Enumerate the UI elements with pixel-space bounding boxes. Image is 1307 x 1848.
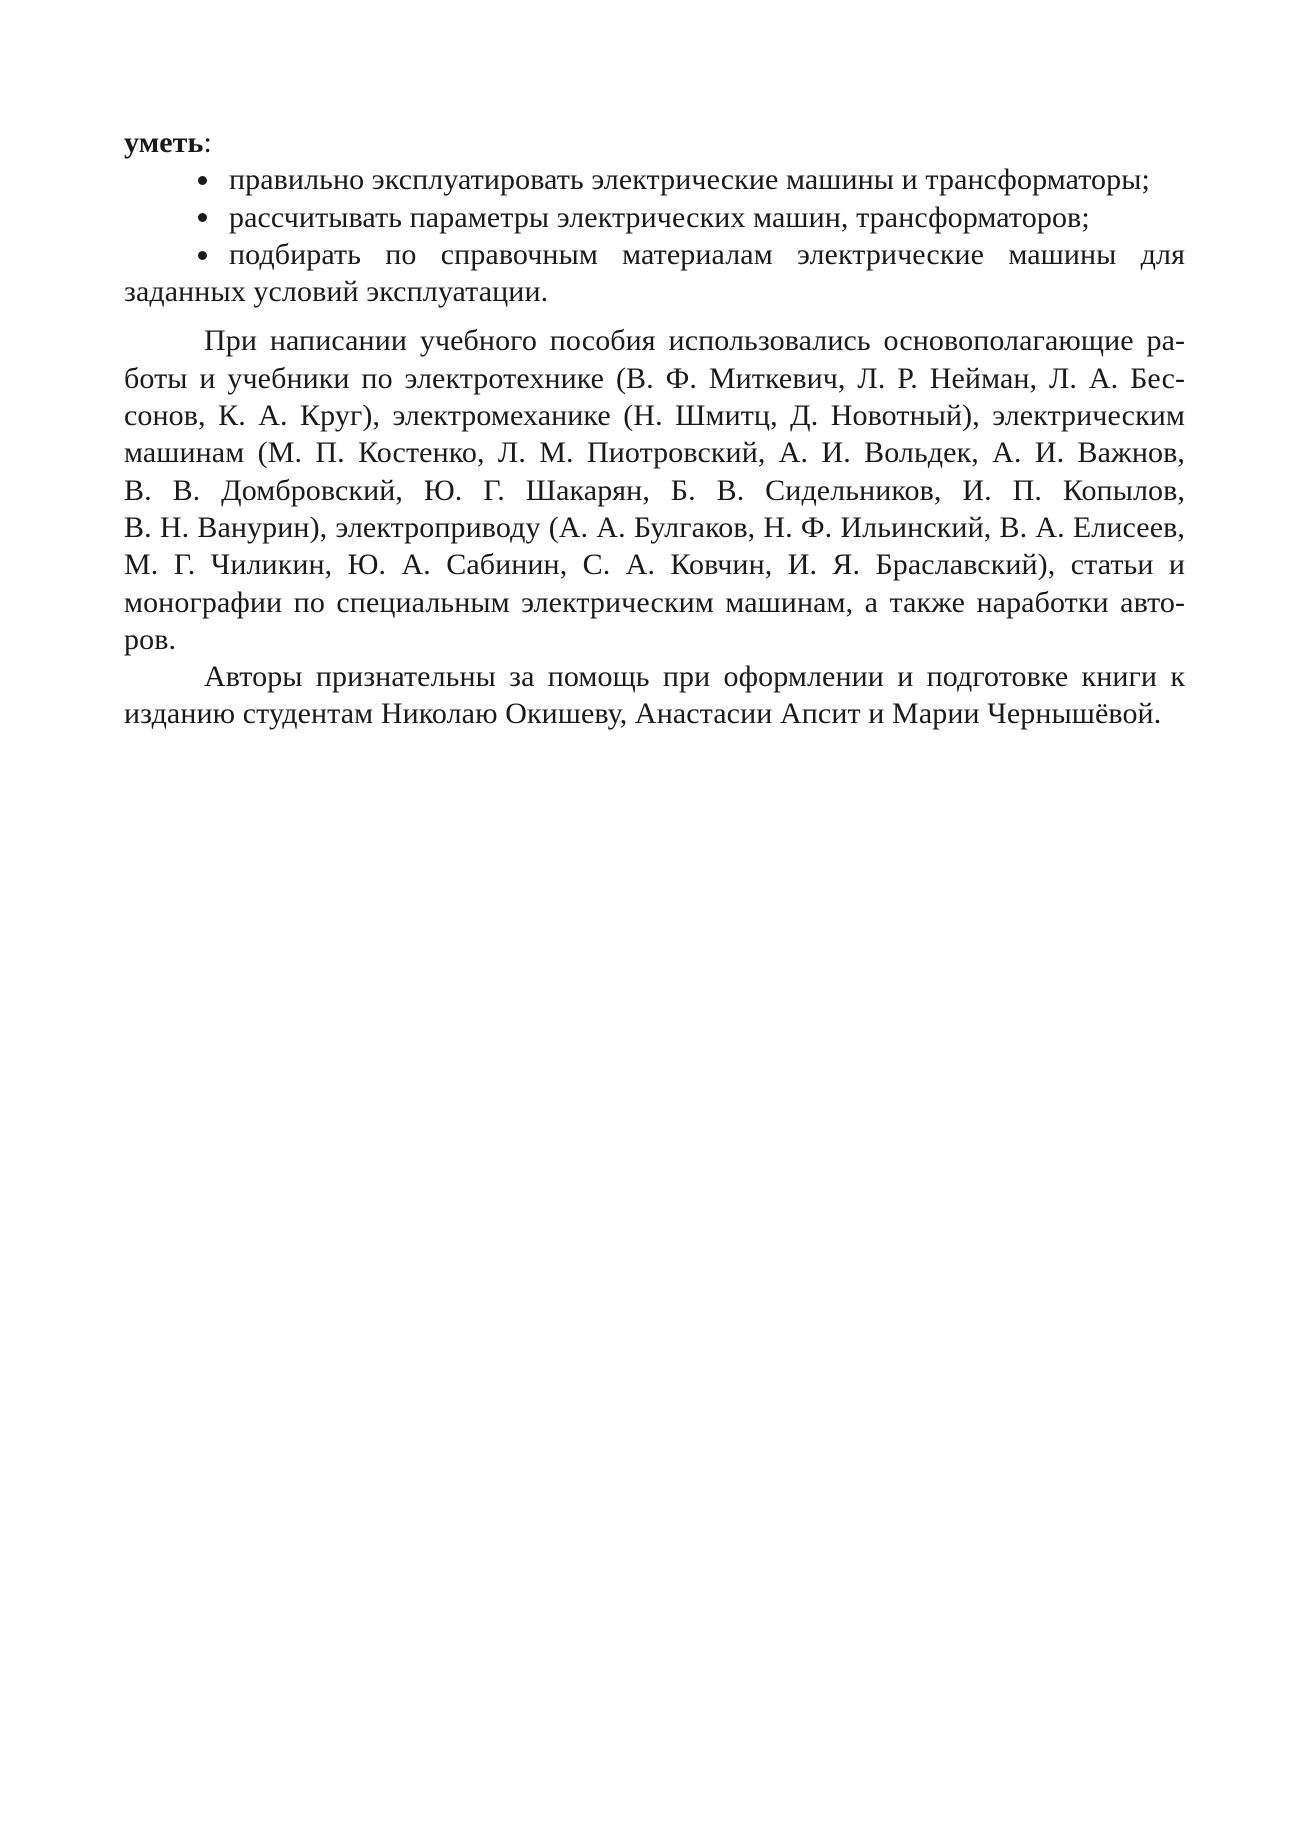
list-item	[124, 199, 1185, 236]
skills-heading-word: уметь	[124, 126, 204, 159]
sources-paragraph: При написании учебного пособия использовались основополагающие работы и учебники по электротехнике (В. Ф. Миткевич, Л. Р. Нейман, Л. А. Бессонов, К. А. Круг), электромеханике (Н. Шмитц, Д. Новотный), электрическим машинам (М. П. Костенко, Л. М. Пиотровский, А. И. Вольдек, А. И. Важнов, В. В. Домбровский, Ю. Г. Шакарян, Б. В. Сидельников, И. П. Копылов, В. Н. Ванурин), электроприводу (А. А. Булгаков, Н. Ф. Ильинский, В. А. Елисеев, М. Г. Чиликин, Ю. А. Сабинин, С. А. Ковчин, И. Я. Браславский), статьи и монографии по специальным электрическим машинам, а также наработки авторов.	[124, 324, 1185, 656]
list-item	[124, 236, 1185, 311]
bullet-icon	[198, 213, 207, 222]
skill-text: подбирать по справочным материалам электрические машины для заданных условий эксплуатации.	[124, 237, 1185, 309]
skills-heading-colon: :	[203, 126, 212, 159]
list-item	[124, 161, 1185, 198]
bullet-icon	[198, 176, 207, 185]
skills-heading	[124, 124, 1185, 161]
skill-text: правильно эксплуатировать электрические машины и трансформаторы;	[229, 163, 1150, 197]
skill-text: рассчитывать параметры электрических машин, трансформаторов;	[229, 200, 1090, 234]
bullet-icon	[198, 251, 207, 260]
skills-list	[124, 161, 1185, 310]
document-page	[124, 124, 1185, 733]
acknowledgements-paragraph: Авторы признательны за помощь при оформлении и подготовке книги к изданию студентам Николаю Окишеву, Анастасии Апсит и Марии Чернышёвой.	[124, 660, 1185, 731]
